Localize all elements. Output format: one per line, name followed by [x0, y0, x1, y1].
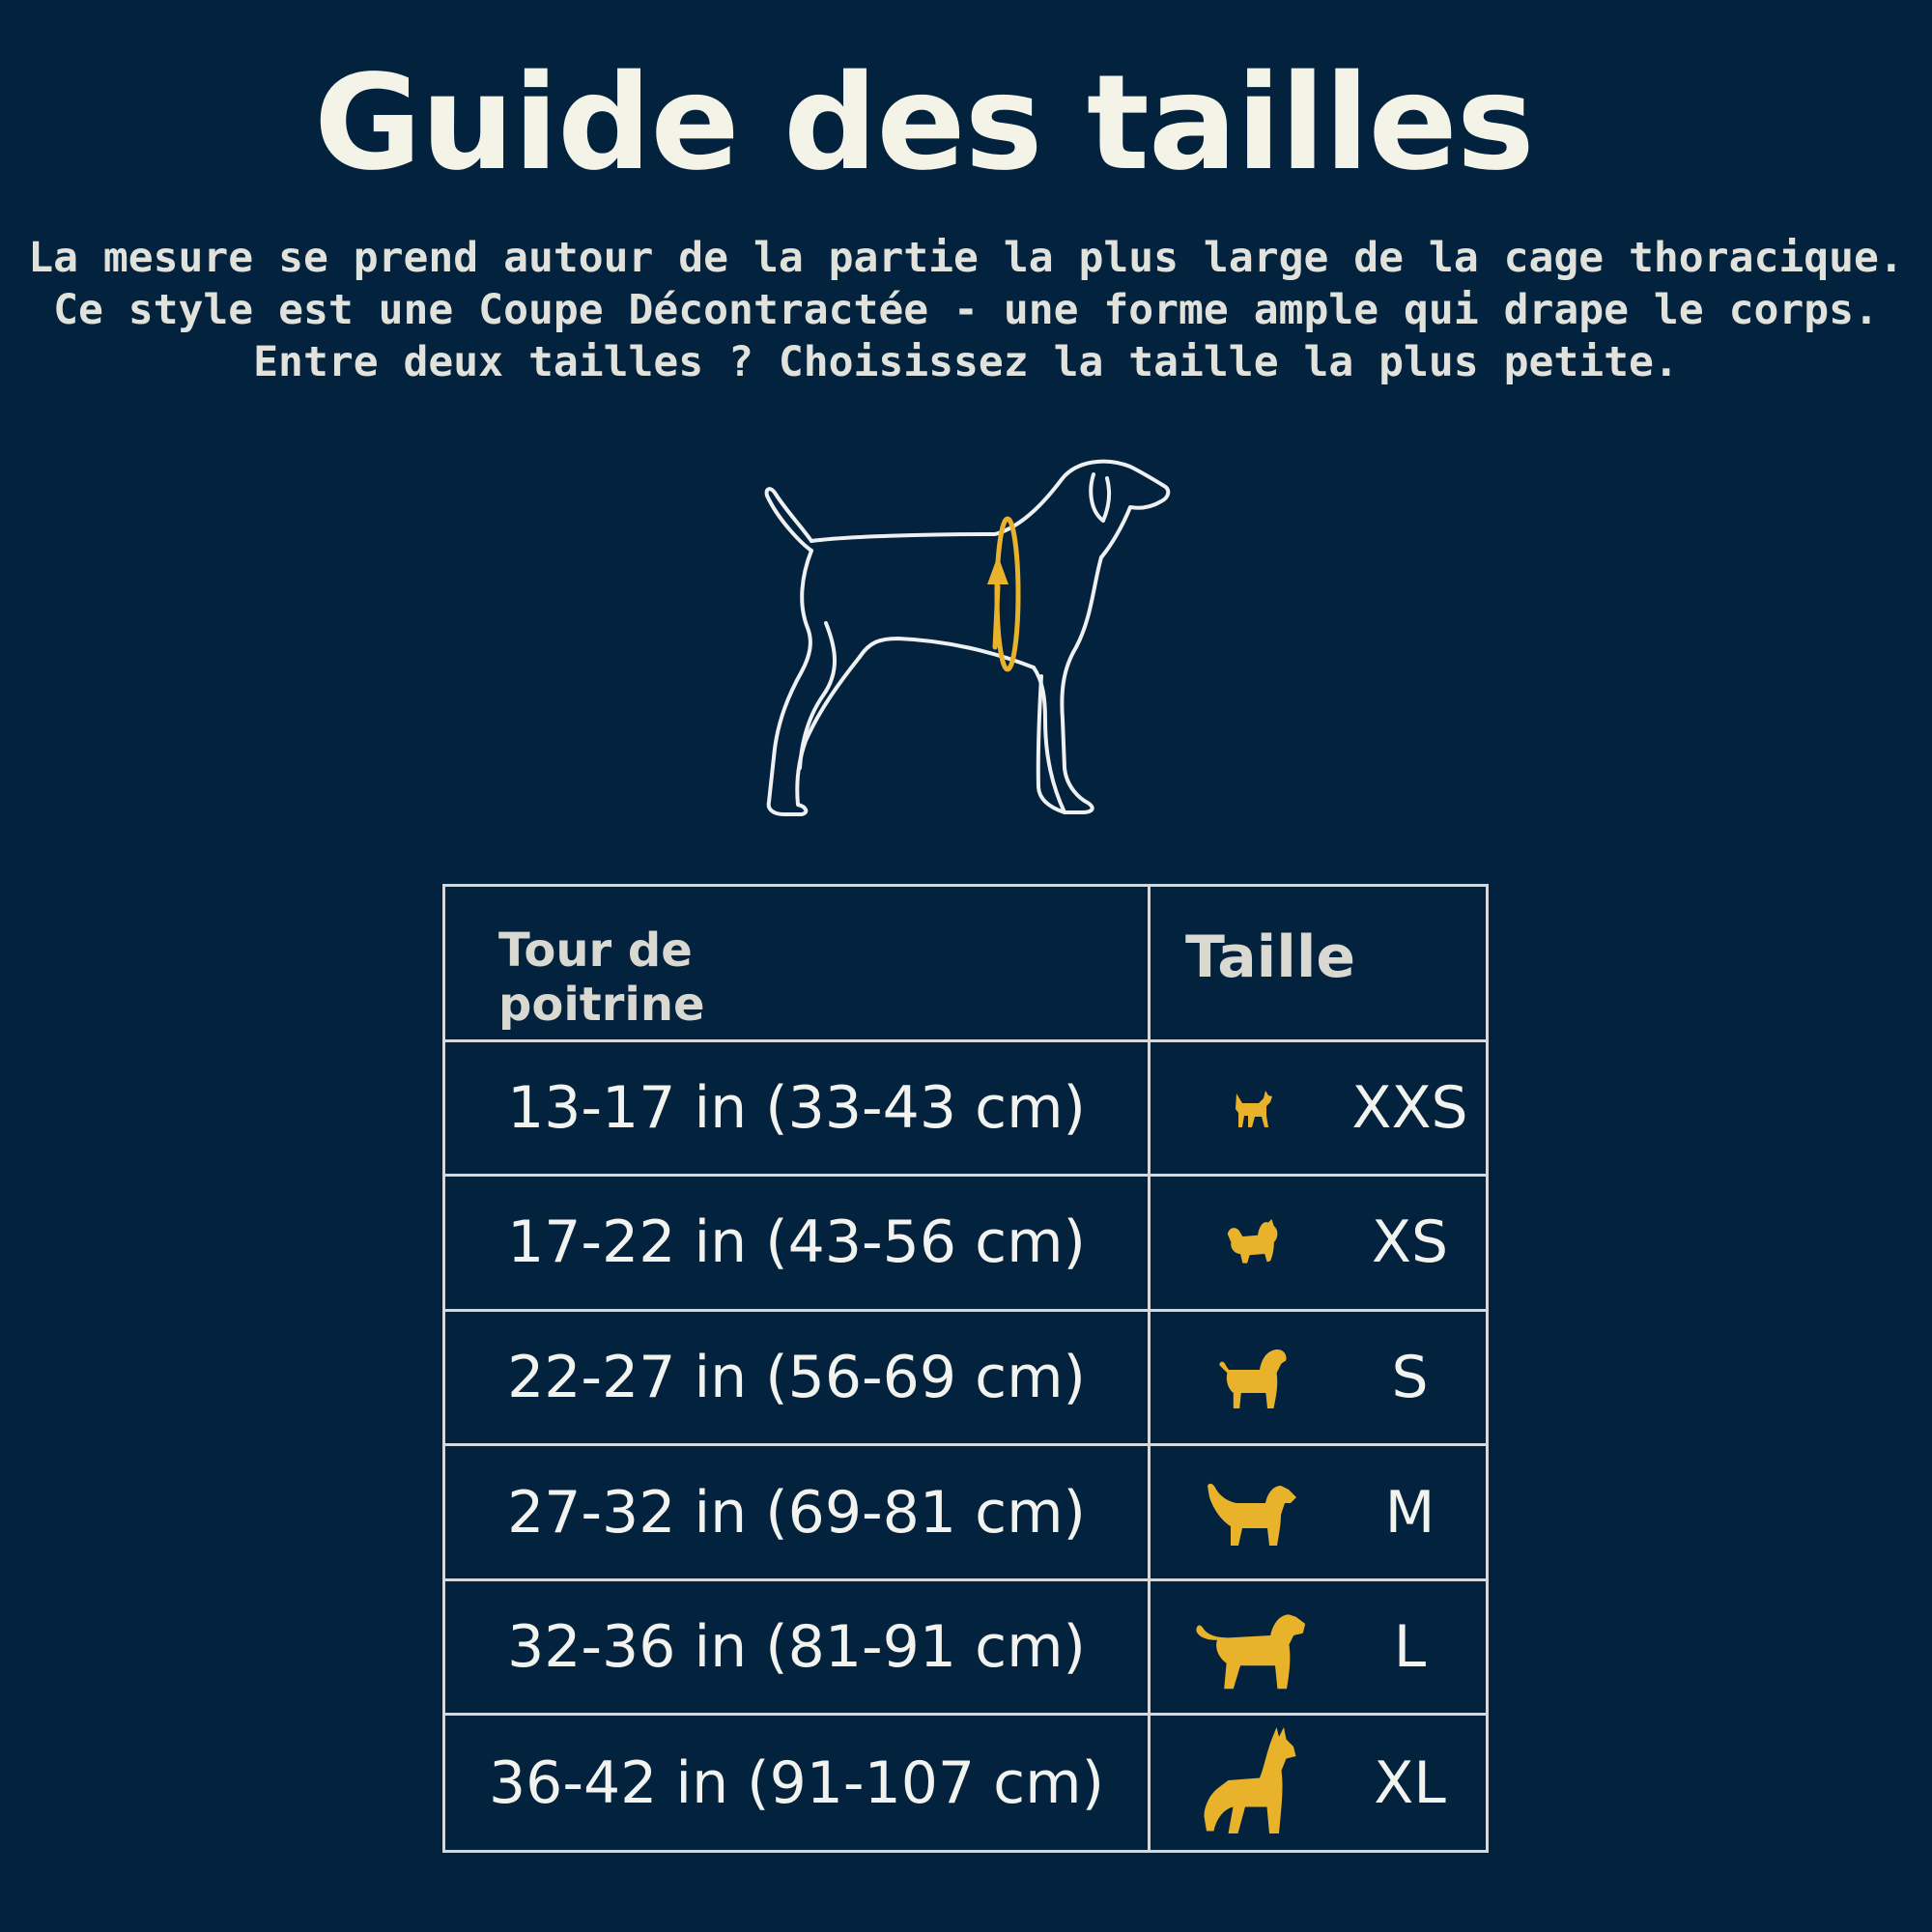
chest-cell: 27-32 in (69-81 cm) [445, 1446, 1151, 1578]
size-cell [1151, 1177, 1486, 1309]
chest-cell: 17-22 in (43-56 cm) [445, 1177, 1151, 1309]
golden-retriever-icon [1204, 1464, 1300, 1561]
table-header-row [445, 887, 1486, 1042]
intro-text: La mesure se prend autour de la partie la plus large de la cage thoracique. Ce style est une Coupe Décontractée - une forme ample qui drape le corps. Entre deux tailles ? Choisissez la taille la plus petite. [28, 234, 1904, 386]
size-label: S [1391, 1343, 1429, 1411]
chest-cell: 32-36 in (81-91 cm) [445, 1581, 1151, 1714]
poodle-icon [1213, 1339, 1291, 1416]
dog-outline-icon [767, 462, 1169, 814]
chihuahua-icon [1228, 1084, 1276, 1132]
chest-measure-icon [995, 519, 1018, 669]
size-label: XS [1371, 1208, 1449, 1277]
table-row [445, 1716, 1486, 1850]
size-table [442, 884, 1489, 1853]
pomeranian-icon [1223, 1213, 1281, 1271]
size-label: XL [1374, 1748, 1446, 1817]
labrador-icon [1194, 1589, 1310, 1705]
size-label: L [1393, 1613, 1427, 1682]
chest-cell: 36-42 in (91-107 cm) [445, 1716, 1151, 1850]
table-row [445, 1581, 1486, 1717]
size-cell [1151, 1446, 1486, 1578]
table-row [445, 1042, 1486, 1178]
table-row [445, 1446, 1486, 1581]
page-title: Guide des tailles [314, 47, 1534, 200]
measure-arrow-icon [987, 555, 1009, 584]
table-row [445, 1177, 1486, 1312]
size-cell [1151, 1716, 1486, 1850]
size-cell [1151, 1312, 1486, 1444]
size-label: XXS [1351, 1073, 1468, 1142]
chest-cell: 13-17 in (33-43 cm) [445, 1042, 1151, 1175]
size-cell [1151, 1581, 1486, 1714]
chest-cell: 22-27 in (56-69 cm) [445, 1312, 1151, 1444]
header-size-label: Taille [1185, 923, 1356, 991]
header-size [1151, 887, 1486, 1039]
table-row [445, 1312, 1486, 1447]
size-label: M [1384, 1478, 1435, 1547]
header-chest-label: Tour de poitrine [498, 923, 705, 1032]
great-dane-icon [1192, 1722, 1313, 1843]
header-chest [445, 887, 1151, 1039]
size-cell [1151, 1042, 1486, 1175]
dog-measurement-illustration [705, 440, 1217, 826]
